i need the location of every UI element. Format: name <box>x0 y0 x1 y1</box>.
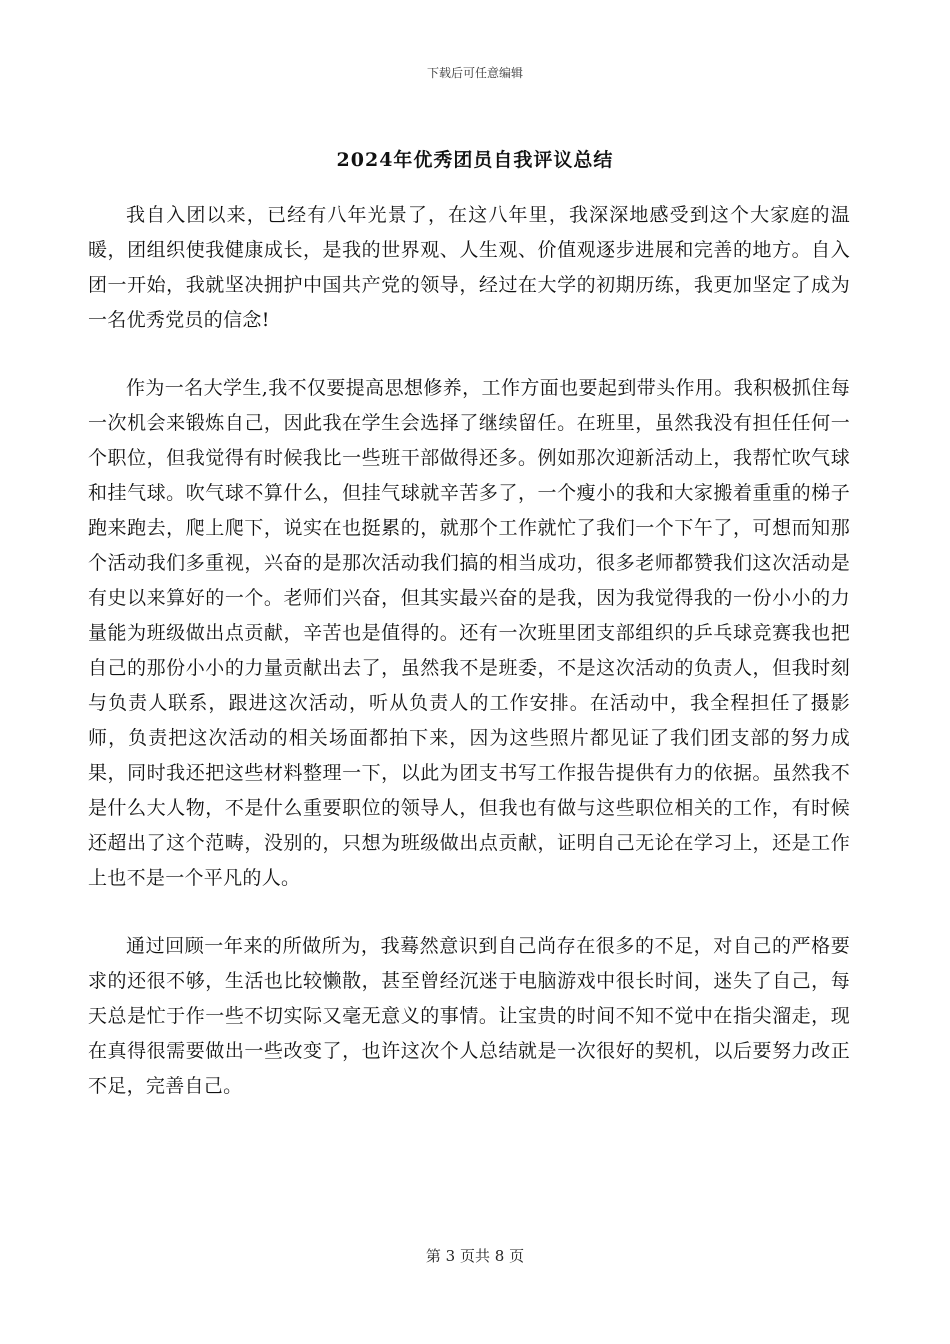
document-body <box>88 198 850 1137</box>
paragraph-2: 作为一名大学生,我不仅要提高思想修养，工作方面也要起到带头作用。我积极抓住每一次机会来锻炼自己，因此我在学生会选择了继续留任。在班里，虽然我没有担任任何一个职位，但我觉得有时候我比一些班干部做得还多。例如那次迎新活动上，我帮忙吹气球和挂气球。吹气球不算什么，但挂气球就辛苦多了，一个瘦小的我和大家搬着重重的梯子跑来跑去，爬上爬下，说实在也挺累的，就那个工作就忙了我们一个下午了，可想而知那个活动我们多重视，兴奋的是那次活动我们搞的相当成功，很多老师都赞我们这次活动是有史以来算好的一个。老师们兴奋，但其实最兴奋的是我，因为我觉得我的一份小小的力量能为班级做出点贡献，辛苦也是值得的。还有一次班里团支部组织的乒乓球竞赛我也把自己的那份小小的力量贡献出去了，虽然我不是班委，不是这次活动的负责人，但我时刻与负责人联系，跟进这次活动，听从负责人的工作安排。在活动中，我全程担任了摄影师，负责把这次活动的相关场面都拍下来，因为这些照片都见证了我们团支部的努力成果，同时我还把这些材料整理一下，以此为团支书写工作报告提供有力的依据。虽然我不是什么大人物，不是什么重要职位的领导人，但我也有做与这些职位相关的工作，有时候还超出了这个范畴，没别的，只想为班级做出点贡献，证明自己无论在学习上，还是工作上也不是一个平凡的人。 <box>88 377 850 889</box>
document-title: 2024年优秀团员自我评议总结 <box>336 149 614 171</box>
paragraph-1: 我自入团以来，已经有八年光景了，在这八年里，我深深地感受到这个大家庭的温暖，团组织使我健康成长，是我的世界观、人生观、价值观逐步进展和完善的地方。自入团一开始，我就坚决拥护中国共产党的领导，经过在大学的初期历练，我更加坚定了成为一名优秀党员的信念! <box>88 204 850 331</box>
paragraph-3: 通过回顾一年来的所做所为，我蓦然意识到自己尚存在很多的不足，对自己的严格要求的还很不够，生活也比较懒散，甚至曾经沉迷于电脑游戏中很长时间，迷失了自己，每天总是忙于作一些不切实际又毫无意义的事情。让宝贵的时间不知不觉中在指尖溜走，现在真得很需要做出一些改变了，也许这次个人总结就是一次很好的契机，以后要努力改正不足，完善自己。 <box>88 935 850 1097</box>
page-number: 第 3 页共 8 页 <box>425 1247 525 1265</box>
header-note: 下载后可任意编辑 <box>426 66 523 80</box>
